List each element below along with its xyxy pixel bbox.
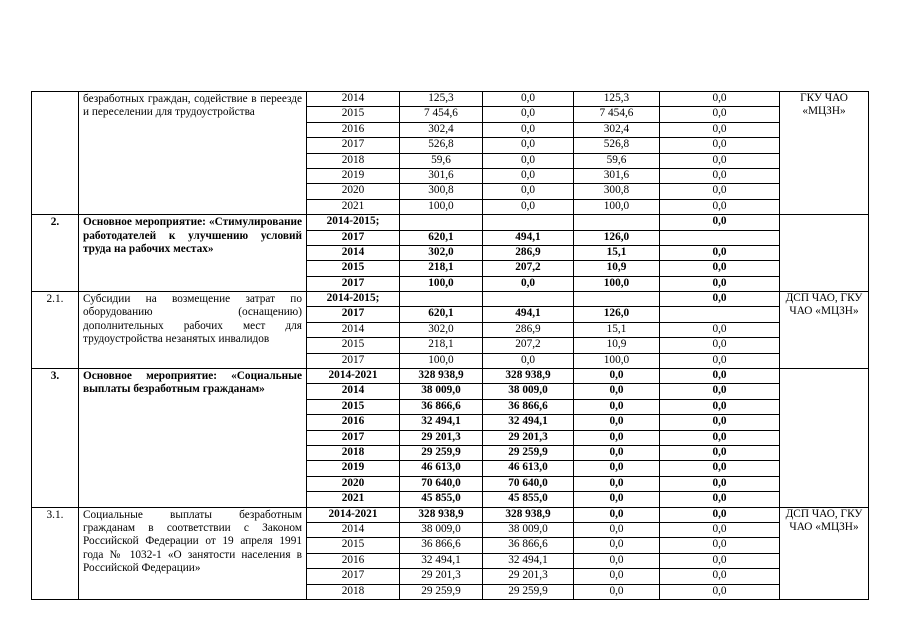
year-cell: 2020 <box>307 476 400 491</box>
source-3-cell: 0,0 <box>660 245 780 260</box>
source-3-cell: 0,0 <box>660 569 780 584</box>
source-2-cell: 15,1 <box>574 322 660 337</box>
source-1-cell: 286,9 <box>483 245 574 260</box>
source-3-cell: 0,0 <box>660 369 780 384</box>
total-cell: 100,0 <box>400 353 483 368</box>
source-2-cell: 0,0 <box>574 476 660 491</box>
source-1-cell <box>483 292 574 307</box>
source-1-cell: 0,0 <box>483 168 574 183</box>
source-1-cell: 29 259,9 <box>483 445 574 460</box>
year-cell: 2021 <box>307 492 400 507</box>
source-3-cell: 0,0 <box>660 261 780 276</box>
source-3-cell: 0,0 <box>660 199 780 214</box>
source-3-cell: 0,0 <box>660 107 780 122</box>
source-1-cell: 38 009,0 <box>483 384 574 399</box>
total-cell: 100,0 <box>400 276 483 291</box>
year-cell: 2017 <box>307 276 400 291</box>
source-1-cell: 0,0 <box>483 122 574 137</box>
table-row <box>32 92 869 107</box>
table-body <box>32 92 869 600</box>
source-2-cell: 526,8 <box>574 138 660 153</box>
source-2-cell: 125,3 <box>574 92 660 107</box>
year-cell: 2017 <box>307 230 400 245</box>
source-1-cell: 328 938,9 <box>483 507 574 522</box>
total-cell: 302,0 <box>400 322 483 337</box>
year-cell: 2018 <box>307 584 400 599</box>
source-3-cell: 0,0 <box>660 153 780 168</box>
source-3-cell: 0,0 <box>660 522 780 537</box>
source-1-cell: 46 613,0 <box>483 461 574 476</box>
total-cell: 300,8 <box>400 184 483 199</box>
source-1-cell: 286,9 <box>483 322 574 337</box>
source-3-cell: 0,0 <box>660 584 780 599</box>
source-3-cell: 0,0 <box>660 553 780 568</box>
source-1-cell: 494,1 <box>483 307 574 322</box>
responsible-executor <box>780 369 869 508</box>
year-cell: 2019 <box>307 168 400 183</box>
year-cell: 2014-2015; <box>307 215 400 230</box>
source-2-cell: 0,0 <box>574 369 660 384</box>
item-number: 2. <box>32 215 79 292</box>
source-2-cell: 0,0 <box>574 522 660 537</box>
source-1-cell: 328 938,9 <box>483 369 574 384</box>
source-3-cell: 0,0 <box>660 92 780 107</box>
year-cell: 2016 <box>307 415 400 430</box>
total-cell: 29 259,9 <box>400 584 483 599</box>
year-cell: 2014 <box>307 384 400 399</box>
source-1-cell: 0,0 <box>483 276 574 291</box>
year-cell: 2017 <box>307 307 400 322</box>
year-cell: 2015 <box>307 538 400 553</box>
item-description: Основное мероприятие: «Стимулирование работодателей к улучшению условий труда на рабочих местах» <box>79 215 307 292</box>
source-3-cell: 0,0 <box>660 122 780 137</box>
year-cell: 2020 <box>307 184 400 199</box>
source-2-cell: 0,0 <box>574 445 660 460</box>
year-cell: 2015 <box>307 338 400 353</box>
source-1-cell: 0,0 <box>483 353 574 368</box>
source-3-cell: 0,0 <box>660 215 780 230</box>
source-2-cell: 0,0 <box>574 584 660 599</box>
item-description: Социальные выплаты безработным гражданам в соответствии с Законом Российской Федерации от 19 апреля 1991 года № 1032-1 «О занятости населения в Российской Федерации» <box>79 507 307 599</box>
source-2-cell: 100,0 <box>574 353 660 368</box>
source-1-cell <box>483 215 574 230</box>
source-2-cell: 302,4 <box>574 122 660 137</box>
item-description: безработных граждан, содействие в переезде и переселении для трудоустройства <box>79 92 307 215</box>
year-cell: 2019 <box>307 461 400 476</box>
source-2-cell: 0,0 <box>574 415 660 430</box>
source-2-cell: 0,0 <box>574 553 660 568</box>
source-3-cell: 0,0 <box>660 276 780 291</box>
source-2-cell: 100,0 <box>574 276 660 291</box>
source-3-cell <box>660 230 780 245</box>
source-3-cell: 0,0 <box>660 507 780 522</box>
total-cell: 7 454,6 <box>400 107 483 122</box>
source-2-cell: 0,0 <box>574 569 660 584</box>
table-row <box>32 292 869 307</box>
source-1-cell: 0,0 <box>483 107 574 122</box>
source-2-cell: 0,0 <box>574 492 660 507</box>
year-cell: 2014 <box>307 92 400 107</box>
total-cell: 620,1 <box>400 230 483 245</box>
source-2-cell: 126,0 <box>574 230 660 245</box>
table-row <box>32 369 869 384</box>
source-3-cell: 0,0 <box>660 415 780 430</box>
source-3-cell: 0,0 <box>660 538 780 553</box>
total-cell: 218,1 <box>400 261 483 276</box>
table-row <box>32 507 869 522</box>
source-1-cell: 0,0 <box>483 184 574 199</box>
total-cell: 32 494,1 <box>400 415 483 430</box>
total-cell: 32 494,1 <box>400 553 483 568</box>
total-cell: 38 009,0 <box>400 384 483 399</box>
source-3-cell: 0,0 <box>660 138 780 153</box>
year-cell: 2014-2021 <box>307 369 400 384</box>
total-cell: 29 259,9 <box>400 445 483 460</box>
source-1-cell: 29 201,3 <box>483 430 574 445</box>
source-1-cell: 32 494,1 <box>483 415 574 430</box>
responsible-executor: ДСП ЧАО, ГКУ ЧАО «МЦЗН» <box>780 292 869 369</box>
table-row <box>32 215 869 230</box>
source-2-cell: 0,0 <box>574 384 660 399</box>
responsible-executor: ГКУ ЧАО «МЦЗН» <box>780 92 869 215</box>
year-cell: 2017 <box>307 353 400 368</box>
total-cell: 526,8 <box>400 138 483 153</box>
year-cell: 2014 <box>307 522 400 537</box>
source-2-cell: 0,0 <box>574 538 660 553</box>
year-cell: 2018 <box>307 153 400 168</box>
source-1-cell: 0,0 <box>483 92 574 107</box>
total-cell: 36 866,6 <box>400 538 483 553</box>
source-1-cell: 207,2 <box>483 338 574 353</box>
total-cell: 59,6 <box>400 153 483 168</box>
source-3-cell: 0,0 <box>660 338 780 353</box>
total-cell: 29 201,3 <box>400 430 483 445</box>
responsible-executor <box>780 215 869 292</box>
source-3-cell: 0,0 <box>660 476 780 491</box>
source-2-cell: 301,6 <box>574 168 660 183</box>
source-2-cell: 0,0 <box>574 461 660 476</box>
responsible-executor: ДСП ЧАО, ГКУ ЧАО «МЦЗН» <box>780 507 869 599</box>
total-cell: 302,0 <box>400 245 483 260</box>
source-3-cell: 0,0 <box>660 168 780 183</box>
source-2-cell: 15,1 <box>574 245 660 260</box>
year-cell: 2017 <box>307 569 400 584</box>
source-3-cell: 0,0 <box>660 353 780 368</box>
source-1-cell: 0,0 <box>483 199 574 214</box>
source-1-cell: 0,0 <box>483 153 574 168</box>
source-3-cell: 0,0 <box>660 461 780 476</box>
source-3-cell: 0,0 <box>660 399 780 414</box>
year-cell: 2014-2021 <box>307 507 400 522</box>
source-1-cell: 29 259,9 <box>483 584 574 599</box>
source-3-cell: 0,0 <box>660 445 780 460</box>
source-1-cell: 494,1 <box>483 230 574 245</box>
total-cell: 328 938,9 <box>400 369 483 384</box>
total-cell: 125,3 <box>400 92 483 107</box>
source-1-cell: 70 640,0 <box>483 476 574 491</box>
source-3-cell: 0,0 <box>660 430 780 445</box>
item-number: 3.1. <box>32 507 79 599</box>
total-cell <box>400 215 483 230</box>
total-cell: 36 866,6 <box>400 399 483 414</box>
total-cell: 38 009,0 <box>400 522 483 537</box>
total-cell: 301,6 <box>400 168 483 183</box>
source-2-cell: 126,0 <box>574 307 660 322</box>
total-cell <box>400 292 483 307</box>
total-cell: 70 640,0 <box>400 476 483 491</box>
year-cell: 2015 <box>307 261 400 276</box>
year-cell: 2017 <box>307 138 400 153</box>
source-3-cell <box>660 307 780 322</box>
year-cell: 2018 <box>307 445 400 460</box>
total-cell: 620,1 <box>400 307 483 322</box>
source-2-cell: 59,6 <box>574 153 660 168</box>
source-2-cell: 10,9 <box>574 261 660 276</box>
item-description: Основное мероприятие: «Социальные выплаты безработным гражданам» <box>79 369 307 508</box>
item-number <box>32 92 79 215</box>
year-cell: 2015 <box>307 107 400 122</box>
year-cell: 2015 <box>307 399 400 414</box>
source-2-cell: 10,9 <box>574 338 660 353</box>
source-3-cell: 0,0 <box>660 322 780 337</box>
year-cell: 2021 <box>307 199 400 214</box>
source-1-cell: 0,0 <box>483 138 574 153</box>
source-3-cell: 0,0 <box>660 184 780 199</box>
source-2-cell: 300,8 <box>574 184 660 199</box>
source-1-cell: 36 866,6 <box>483 399 574 414</box>
program-financing-table <box>31 91 869 600</box>
total-cell: 328 938,9 <box>400 507 483 522</box>
year-cell: 2014 <box>307 245 400 260</box>
source-2-cell: 7 454,6 <box>574 107 660 122</box>
source-2-cell: 100,0 <box>574 199 660 214</box>
total-cell: 100,0 <box>400 199 483 214</box>
year-cell: 2016 <box>307 553 400 568</box>
item-description: Субсидии на возмещение затрат по оборудованию (оснащению) дополнительных рабочих мест для трудоустройства незанятых инвалидов <box>79 292 307 369</box>
year-cell: 2014-2015; <box>307 292 400 307</box>
year-cell: 2016 <box>307 122 400 137</box>
source-1-cell: 45 855,0 <box>483 492 574 507</box>
source-1-cell: 32 494,1 <box>483 553 574 568</box>
total-cell: 45 855,0 <box>400 492 483 507</box>
total-cell: 46 613,0 <box>400 461 483 476</box>
source-2-cell: 0,0 <box>574 430 660 445</box>
source-1-cell: 29 201,3 <box>483 569 574 584</box>
source-2-cell: 0,0 <box>574 399 660 414</box>
source-2-cell <box>574 215 660 230</box>
source-3-cell: 0,0 <box>660 384 780 399</box>
source-2-cell: 0,0 <box>574 507 660 522</box>
source-2-cell <box>574 292 660 307</box>
total-cell: 29 201,3 <box>400 569 483 584</box>
item-number: 3. <box>32 369 79 508</box>
source-1-cell: 36 866,6 <box>483 538 574 553</box>
source-1-cell: 38 009,0 <box>483 522 574 537</box>
item-number: 2.1. <box>32 292 79 369</box>
source-1-cell: 207,2 <box>483 261 574 276</box>
year-cell: 2017 <box>307 430 400 445</box>
total-cell: 302,4 <box>400 122 483 137</box>
source-3-cell: 0,0 <box>660 492 780 507</box>
total-cell: 218,1 <box>400 338 483 353</box>
year-cell: 2014 <box>307 322 400 337</box>
source-3-cell: 0,0 <box>660 292 780 307</box>
